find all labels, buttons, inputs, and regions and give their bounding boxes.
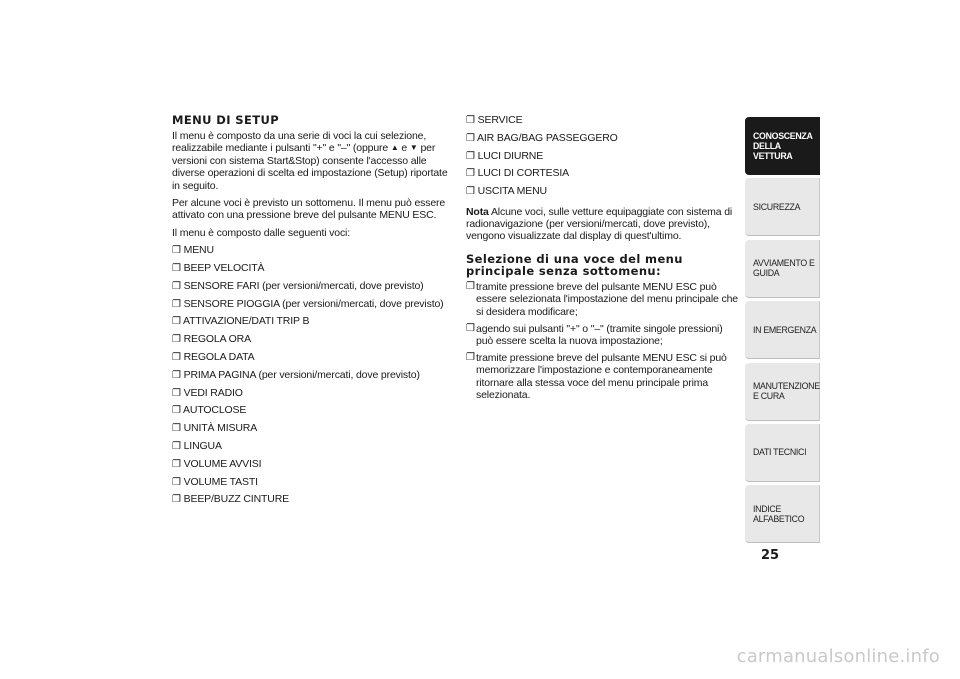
note-text: Alcune voci, sulle vetture equipaggiate con sistema di radionavigazione (per versioni/mercati, dove previsto), vengono visualizzate dal display di quest'ultimo. [466, 205, 733, 243]
checkbox-bullet-icon: ❐ [172, 476, 181, 488]
chapter-tab-2[interactable] [745, 240, 820, 298]
chapter-tab-label: CONOSCENZA DELLA VETTURA [753, 131, 813, 161]
checkbox-bullet-icon: ❐ [172, 316, 181, 328]
watermark: carmanualsonline.info [736, 646, 940, 667]
menu-item-text: UNITÀ MISURA [183, 422, 258, 435]
checkbox-bullet-icon: ❐ [172, 369, 181, 381]
menu-item-text: REGOLA ORA [183, 333, 251, 346]
chapter-tab-label: SICUREZZA [753, 201, 801, 212]
checkbox-bullet-icon: ❐ [466, 168, 475, 180]
menu-item-text: AUTOCLOSE [183, 404, 247, 417]
checkbox-bullet-icon: ❐ [466, 322, 475, 334]
menu-item-text: LUCI DI CORTESIA [477, 167, 569, 180]
menu-item-text: REGOLA DATA [183, 351, 255, 364]
menu-items-list [172, 244, 454, 507]
menu-item [172, 280, 454, 293]
menu-item-text: SENSORE PIOGGIA (per versioni/mercati, dove previsto) [183, 297, 444, 310]
menu-item-text: LUCI DIURNE [477, 149, 544, 162]
menu-item-text: VEDI RADIO [183, 386, 243, 399]
menu-item [172, 315, 454, 328]
note-paragraph [466, 206, 738, 243]
menu-item [172, 369, 454, 382]
page-number: 25 [760, 548, 780, 563]
selection-heading: Selezione di una voce del menu principale senza sottomenu: [466, 251, 683, 278]
menu-item [466, 150, 738, 163]
checkbox-bullet-icon: ❐ [172, 405, 181, 417]
checkbox-bullet-icon: ❐ [172, 387, 181, 399]
chapter-tab-label: INDICE ALFABETICO [753, 503, 805, 524]
menu-item-text: ATTIVAZIONE/DATI TRIP B [183, 315, 310, 328]
checkbox-bullet-icon: ❐ [466, 351, 475, 363]
checkbox-bullet-icon: ❐ [172, 334, 181, 346]
menu-item [172, 244, 454, 257]
chapter-tabs [745, 117, 820, 547]
items-intro: Il menu è composto dalle seguenti voci: [172, 226, 351, 239]
menu-item [172, 351, 454, 364]
menu-item-text: AIR BAG/BAG PASSEGGERO [477, 131, 618, 144]
checkbox-bullet-icon: ❐ [172, 441, 181, 453]
menu-item [172, 440, 454, 453]
checkbox-bullet-icon: ❐ [172, 494, 181, 506]
menu-item-text: VOLUME TASTI [183, 475, 258, 488]
chapter-tab-4[interactable] [745, 363, 820, 421]
menu-item [466, 185, 738, 198]
checkbox-bullet-icon: ❐ [466, 186, 475, 198]
checkbox-bullet-icon: ❐ [466, 150, 475, 162]
menu-item [172, 493, 454, 506]
checkbox-bullet-icon: ❐ [172, 458, 181, 470]
checkbox-bullet-icon: ❐ [172, 280, 181, 292]
checkbox-bullet-icon: ❐ [172, 352, 181, 364]
menu-item-text: PRIMA PAGINA (per versioni/mercati, dove previsto) [183, 368, 420, 381]
checkbox-bullet-icon: ❐ [466, 280, 475, 292]
right-column [466, 114, 738, 406]
chapter-tab-3[interactable] [745, 301, 820, 359]
checkbox-bullet-icon: ❐ [466, 132, 475, 144]
menu-item [172, 333, 454, 346]
step-item [466, 323, 738, 348]
menu-item-text: BEEP/BUZZ CINTURE [183, 493, 289, 506]
menu-item [172, 422, 454, 435]
checkbox-bullet-icon: ❐ [172, 263, 181, 275]
menu-item [466, 132, 738, 145]
submenu-paragraph: Per alcune voci è previsto un sottomenu. Il menu può essere attivato con una pressione breve del pulsante MENU ESC. [172, 197, 446, 222]
menu-item [172, 387, 454, 400]
menu-item-text: USCITA MENU [477, 185, 547, 198]
menu-item-text: LINGUA [183, 440, 222, 453]
step-item [466, 352, 738, 402]
checkbox-bullet-icon: ❐ [172, 245, 181, 257]
setup-menu-heading: MENU DI SETUP [172, 113, 280, 127]
menu-item-text: BEEP VELOCITÀ [183, 262, 265, 275]
menu-item [466, 114, 738, 127]
chapter-tab-label: IN EMERGENZA [753, 324, 817, 335]
chapter-tab-label: MANUTENZIONE E CURA [753, 381, 820, 402]
menu-item [172, 262, 454, 275]
selection-steps-list [466, 281, 738, 402]
checkbox-bullet-icon: ❐ [466, 115, 475, 126]
menu-item [172, 476, 454, 489]
chapter-tab-1[interactable] [745, 178, 820, 236]
intro-paragraph: Il menu è composto da una serie di voci la cui selezione, realizzabile mediante i pulsanti "+" e "–" (oppure ▲ e ▼ per versioni con sistema Start&Stop) consente l'accesso alle diverse operazioni di scelta ed impostazione (Setup) riportate in seguito. [172, 130, 448, 192]
step-item-text: agendo sui pulsanti "+" o "–" (tramite singole pressioni) può essere scelta la nuova impostazione; [476, 322, 723, 347]
up-arrow-icon: ▲ [390, 143, 399, 153]
menu-item-text: SERVICE [477, 114, 523, 126]
chapter-tab-5[interactable] [745, 424, 820, 482]
menu-item-text: MENU [183, 244, 214, 257]
menu-item [172, 404, 454, 417]
chapter-tab-label: AVVIAMENTO E GUIDA [753, 258, 815, 279]
chapter-tab-6[interactable] [745, 485, 820, 543]
checkbox-bullet-icon: ❐ [172, 298, 181, 310]
step-item [466, 281, 738, 318]
left-column [172, 114, 454, 511]
menu-item [466, 167, 738, 180]
menu-item [172, 298, 454, 311]
menu-item-text: VOLUME AVVISI [183, 457, 262, 470]
menu-item-text: SENSORE FARI (per versioni/mercati, dove previsto) [183, 279, 424, 292]
checkbox-bullet-icon: ❐ [172, 423, 181, 435]
menu-item [172, 458, 454, 471]
step-item-text: tramite pressione breve del pulsante MENU ESC si può memorizzare l'impostazione e contemporaneamente ritornare alla stessa voce del menu principale prima selezionata. [476, 351, 727, 402]
chapter-tab-0[interactable] [745, 117, 820, 175]
down-arrow-icon: ▼ [409, 143, 418, 153]
menu-items-list-continued [466, 114, 738, 199]
note-label: Nota [466, 205, 489, 218]
step-item-text: tramite pressione breve del pulsante MENU ESC può essere selezionata l'impostazione del menu principale che si desidera modificare; [476, 280, 738, 318]
chapter-tab-label: DATI TECNICI [753, 447, 807, 458]
